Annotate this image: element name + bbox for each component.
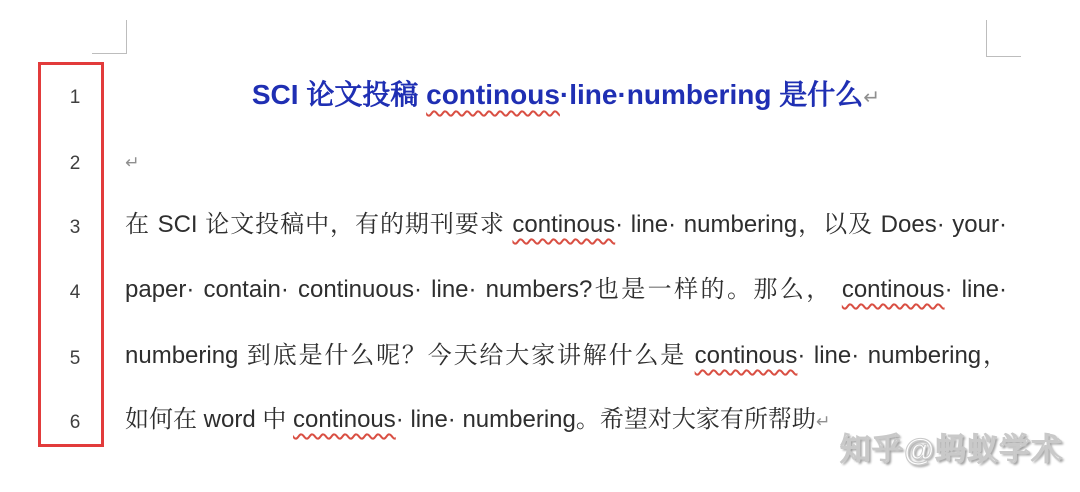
misspelled-word: continous [293, 406, 396, 433]
text-segment: 如何在 word 中 [125, 406, 294, 433]
text-segment: · line· numbering。希望对大家有所帮助 [395, 406, 816, 433]
line-number-red-box [38, 62, 104, 447]
line-number: 1 [69, 87, 81, 108]
text-segment: · line· [944, 276, 1008, 303]
margin-corner-top-left-icon [92, 20, 127, 54]
document-line-3[interactable] [125, 205, 1007, 245]
text-segment: · line· numbering，以及 Does· your· [615, 211, 1007, 238]
line-number: 5 [69, 348, 81, 369]
text-segment: · line· numbering， [797, 342, 1007, 369]
line-number: 3 [69, 217, 81, 238]
line-number: 6 [69, 412, 81, 433]
paragraph-return-mark: ↵ [125, 152, 140, 172]
misspelled-word: continous [694, 342, 798, 369]
misspelled-word: continous [426, 79, 560, 110]
paragraph-return-mark: ↵ [863, 87, 881, 109]
text-segment: ·line·numbering 是什么 [559, 79, 864, 110]
text-segment: paper· contain· continuous· line· numbers?也是一样的。那么， [125, 276, 842, 303]
text-segment: 在 SCI 论文投稿中，有的期刊要求 [125, 211, 513, 238]
paragraph-return-mark: ↵ [815, 411, 831, 431]
misspelled-word: continous [841, 276, 945, 303]
misspelled-word: continous [512, 211, 616, 238]
line-number: 2 [69, 153, 81, 174]
line-number: 4 [69, 282, 81, 303]
document-line-4[interactable] [125, 270, 1007, 310]
text-segment: numbering 到底是什么呢？今天给大家讲解什么是 [125, 342, 695, 369]
zhihu-watermark: 知乎@蚂蚁学术 [840, 432, 1064, 467]
text-segment: SCI 论文投稿 [251, 79, 427, 110]
document-line-1[interactable] [125, 75, 1007, 115]
document-text-area[interactable] [125, 0, 1007, 492]
document-line-5[interactable] [125, 336, 1007, 376]
document-line-2[interactable] [125, 141, 1007, 181]
